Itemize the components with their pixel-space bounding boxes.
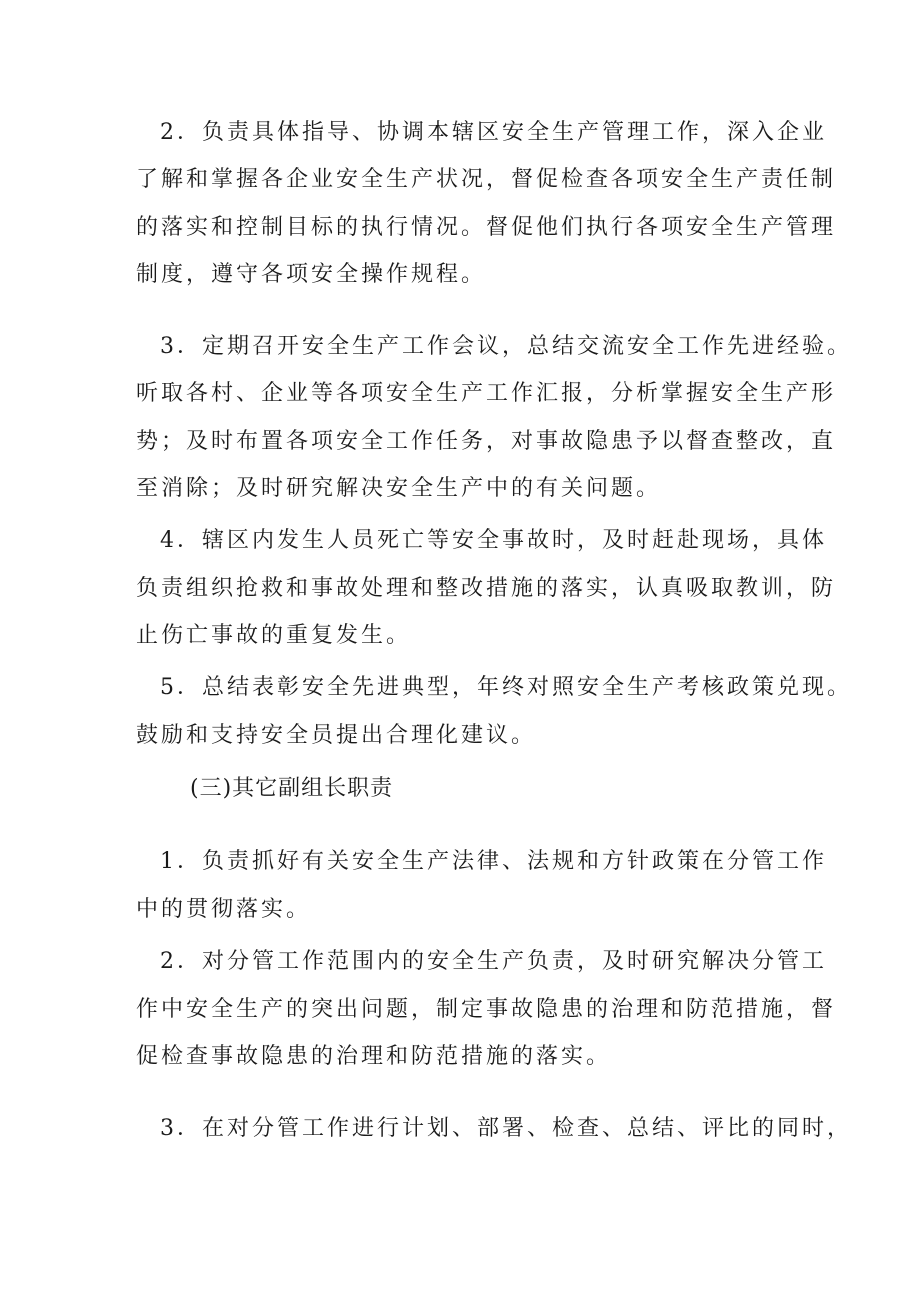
section-3-item-3-line-1: 3．在对分管工作进行计划、部署、检查、总结、评比的同时， <box>160 1116 852 1141</box>
paragraph-5-line-1: 5．总结表彰安全先进典型，年终对照安全生产考核政策兑现。 <box>160 675 852 700</box>
section-3-item-1-line-2: 中的贯彻落实。 <box>136 897 312 922</box>
section-3-item-1-line-1: 1．负责抓好有关安全生产法律、法规和方针政策在分管工作 <box>160 849 827 874</box>
paragraph-4-line-2: 负责组织抢救和事故处理和整改措施的落实，认真吸取教训，防 <box>136 576 837 601</box>
paragraph-2-line-1: 2．负责具体指导、协调本辖区安全生产管理工作，深入企业 <box>160 120 827 145</box>
section-3-item-2-line-3: 促检查事故隐患的治理和防范措施的落实。 <box>136 1044 612 1069</box>
paragraph-3-line-3: 势；及时布置各项安全工作任务，对事故隐患予以督查整改，直 <box>136 429 837 454</box>
paragraph-5-line-2: 鼓励和支持安全员提出合理化建议。 <box>136 723 537 748</box>
section-heading: (三)其它副组长职责 <box>190 776 394 801</box>
section-3-item-2-line-1: 2．对分管工作范围内的安全生产负责，及时研究解决分管工 <box>160 949 827 974</box>
paragraph-2-line-4: 制度，遵守各项安全操作规程。 <box>136 262 487 287</box>
paragraph-4-line-1: 4．辖区内发生人员死亡等安全事故时，及时赶赴现场，具体 <box>160 528 827 553</box>
paragraph-2-line-3: 的落实和控制目标的执行情况。督促他们执行各项安全生产管理 <box>136 215 837 240</box>
paragraph-2-line-2: 了解和掌握各企业安全生产状况，督促检查各项安全生产责任制 <box>136 167 837 192</box>
section-3-item-2-line-2: 作中安全生产的突出问题，制定事故隐患的治理和防范措施，督 <box>136 997 837 1022</box>
paragraph-3-line-2: 听取各村、企业等各项安全生产工作汇报，分析掌握安全生产形 <box>136 381 837 406</box>
paragraph-4-line-3: 止伤亡事故的重复发生。 <box>136 623 412 648</box>
paragraph-3-line-4: 至消除；及时研究解决安全生产中的有关问题。 <box>136 476 662 501</box>
paragraph-3-line-1: 3．定期召开安全生产工作会议，总结交流安全工作先进经验。 <box>160 334 852 359</box>
